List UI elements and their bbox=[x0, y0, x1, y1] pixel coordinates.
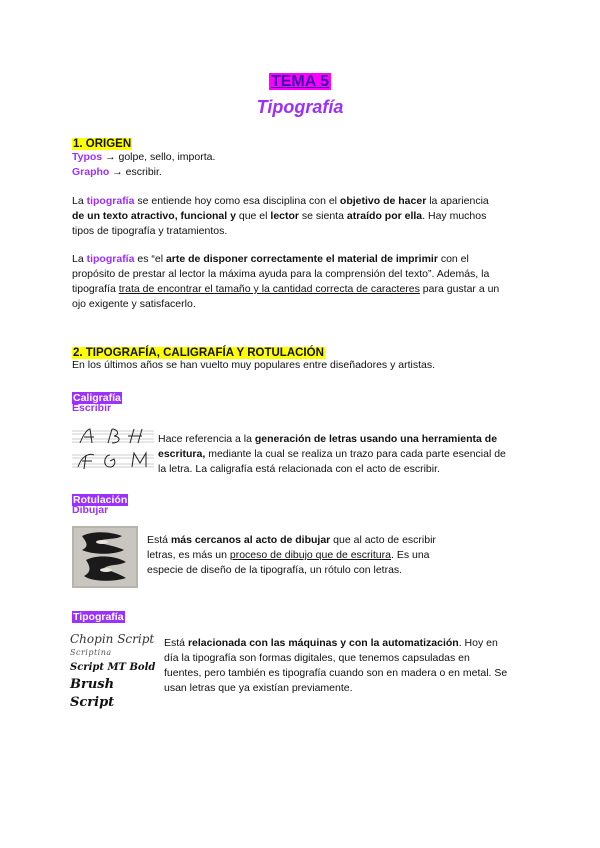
heading-text: 2. TIPOGRAFÍA, CALIGRAFÍA Y ROTULACIÓN bbox=[73, 347, 324, 359]
calligraphy-image bbox=[72, 425, 154, 473]
caligrafia-tag: Caligrafía bbox=[73, 392, 121, 404]
font-sample-1: Chopin Script bbox=[70, 632, 155, 646]
rotulacion-subtitle: Dibujar bbox=[72, 504, 109, 516]
font-sample-4: Brush Script bbox=[70, 677, 115, 710]
section-intro: En los últimos años se han vuelto muy populares entre diseñadores y artistas. bbox=[72, 359, 436, 371]
grapho-label: Grapho bbox=[72, 166, 110, 178]
tema-title: TEMA 5 bbox=[270, 73, 330, 90]
paragraph-2: La tipografía es “el arte de disponer correctamente el material de imprimir con el propósito de prestar al lector la máxima ayuda para la comprensión del texto”. Además, la tipografía trata de encontrar el tamaño y la cantidad correcta de caracteres para gustar a un ojo exigente y satisfacerlo. bbox=[72, 253, 500, 310]
paragraph-1: La tipografía se entiende hoy como esa disciplina con el objetivo de hacer la apariencia de un texto atractivo, funcional y que el lector se sienta atraído por ella. Hay muchos tipos de tipografía y tratamientos. bbox=[72, 195, 489, 237]
rotulacion-description: Está más cercanos al acto de dibujar que al acto de escribir letras, es más un proceso de dibujo que de escritura. Es una especie de diseño de la tipografía, un rótulo con letras. bbox=[147, 534, 436, 576]
grapho-text: → escribir. bbox=[109, 166, 162, 178]
font-sample-2: Scriptina bbox=[70, 648, 112, 657]
caligrafia-description: Hace referencia a la generación de letras usando una herramienta de escritura, mediante la cual se realiza un trazo para cada parte esencial de la letra. La caligrafía está relacionada con el acto de escribir. bbox=[158, 433, 506, 475]
heading-text: 1. ORIGEN bbox=[73, 138, 132, 150]
document-subtitle: Tipografía bbox=[256, 97, 344, 117]
typos-text: → golpe, sello, importa. bbox=[102, 151, 216, 163]
rotulacion-tag: Rotulación bbox=[73, 494, 128, 506]
caligrafia-subtitle: Escribir bbox=[72, 402, 112, 414]
lettering-image bbox=[72, 526, 138, 588]
font-samples-image bbox=[70, 632, 158, 708]
typos-line bbox=[72, 150, 215, 165]
tipografia-tag: Tipografía bbox=[73, 611, 124, 623]
grapho-line bbox=[72, 165, 162, 180]
tipografia-description: Está relacionada con las máquinas y con la automatización. Hoy en día la tipografía son formas digitales, que tenemos capsuladas en fuentes, pero también es tipografía cuando son en madera o en metal. Se usan letras que ya existían previamente. bbox=[164, 637, 508, 694]
font-sample-3: Script MT Bold bbox=[70, 662, 156, 673]
document-title bbox=[0, 73, 600, 91]
typos-label: Typos bbox=[72, 151, 103, 163]
